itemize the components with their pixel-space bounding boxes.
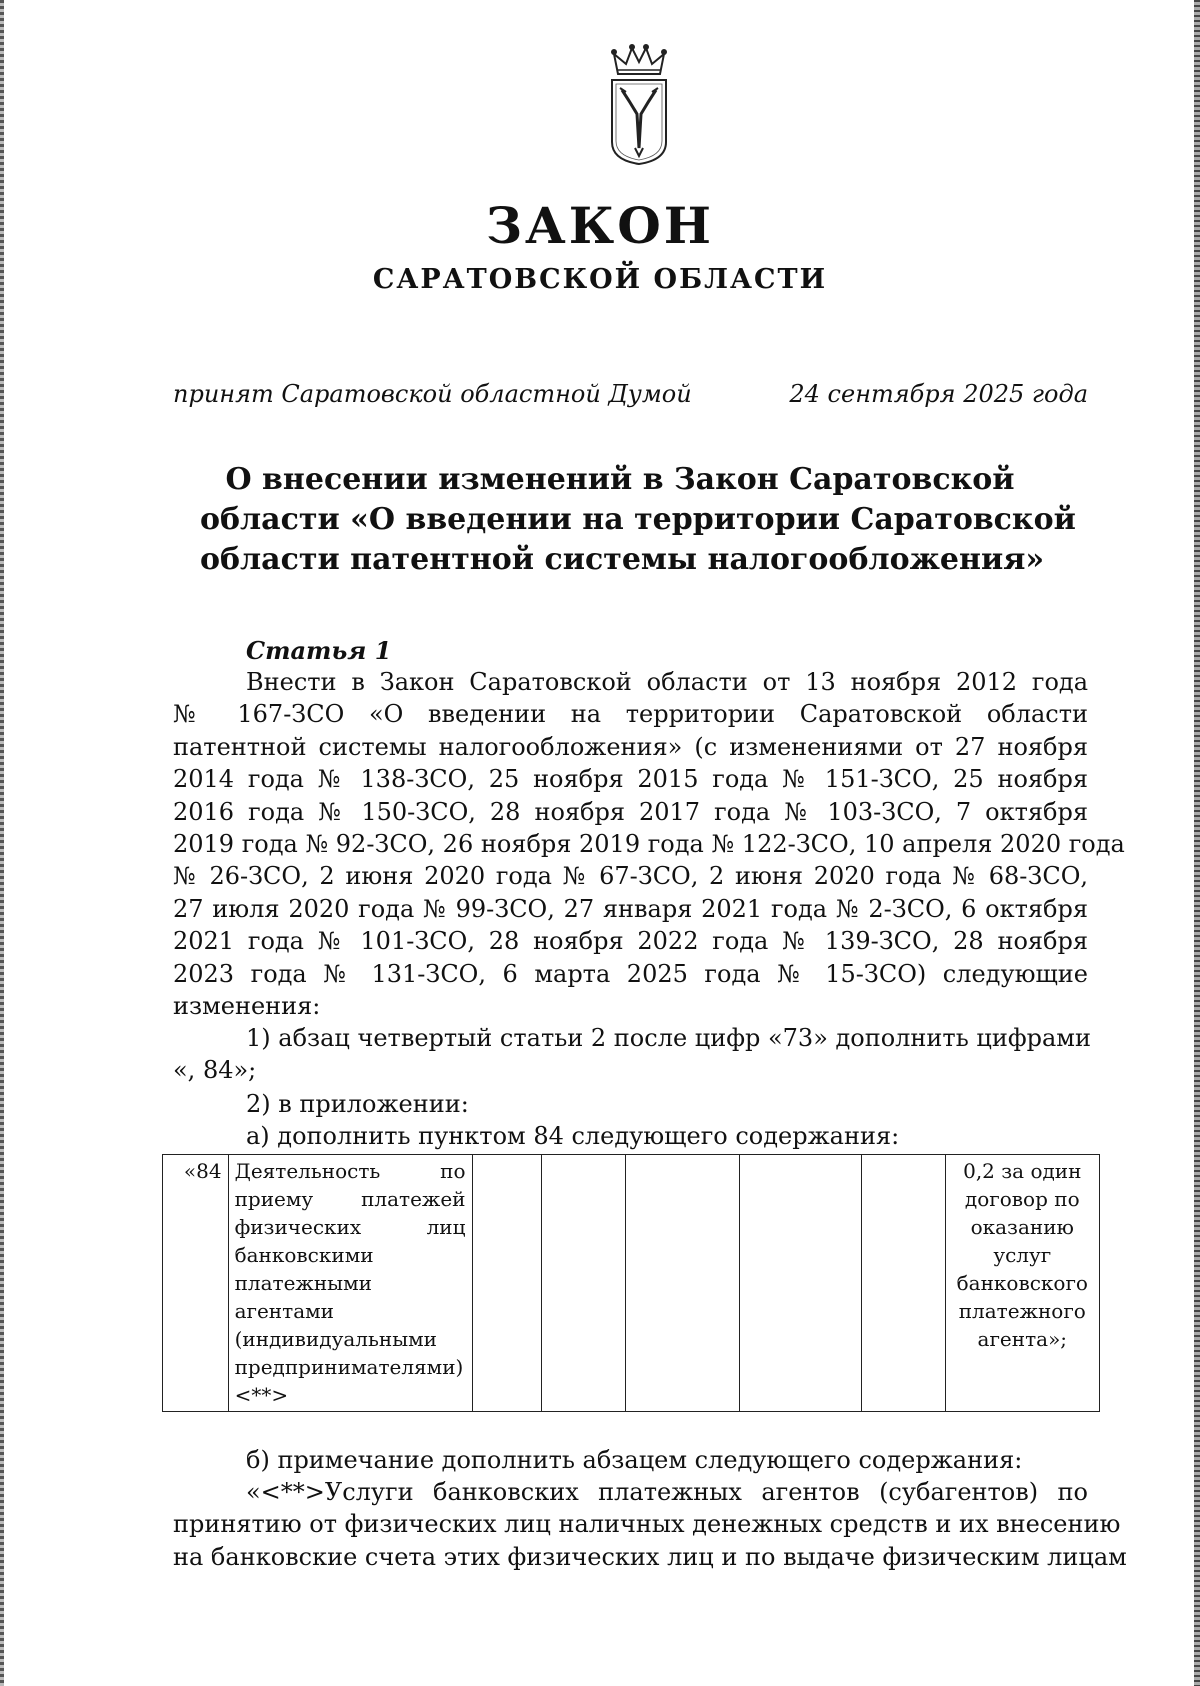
cell-line: услуг [993,1243,1052,1267]
article-intro [173,666,1125,1022]
cell-line: платежными [234,1271,372,1295]
text-line: 2014 года № 138-ЗСО, 25 ноября 2015 года № 151-ЗСО, 25 ноября [173,765,1088,794]
amendment-item-1 [173,1022,1091,1087]
amendment-item-2b: б) примечание дополнить абзацем следующего содержания: [246,1446,1023,1474]
text-line: изменения: [173,991,321,1020]
saratov-coat-of-arms-icon [604,44,674,166]
cell-line: приему платежей [234,1187,466,1211]
cell-line: (индивидуальными [234,1327,437,1351]
table-cell-empty [472,1155,542,1412]
cell-line: договор по [964,1187,1080,1211]
law-name-line: О внесении изменений в Закон Саратовской [225,462,1015,497]
text-line: 2019 года № 92-ЗСО, 26 ноября 2019 года № 122-ЗСО, 10 апреля 2020 года [173,829,1125,858]
table-cell-activity [228,1155,472,1412]
amendment-item-2: 2) в приложении: [246,1090,469,1118]
cell-line: банковскими [234,1243,374,1267]
law-name-line: области «О введении на территории Саратовской [200,502,1076,537]
table-cell-empty [861,1155,945,1412]
text-line: 27 июля 2020 года № 99-ЗСО, 27 января 2021 года № 2-ЗСО, 6 октября [173,894,1088,923]
cell-line: Деятельность по [234,1159,466,1183]
amendment-item-2a: а) дополнить пунктом 84 следующего содержания: [246,1122,900,1150]
cell-line: агента»; [977,1327,1068,1351]
text-line: патентной системы налогообложения» (с изменениями от 27 ноября [173,732,1088,761]
table-cell-rate [945,1155,1099,1412]
document-subtitle: САРАТОВСКОЙ ОБЛАСТИ [372,264,828,295]
article-heading: Статья 1 [246,636,392,665]
cell-line: 0,2 за один [963,1159,1082,1183]
cell-line: предпринимателями) [234,1355,464,1379]
cell-line: платежного [958,1299,1086,1323]
text-line: № 26-ЗСО, 2 июня 2020 года № 67-ЗСО, 2 июня 2020 года № 68-ЗСО, [173,862,1088,891]
text-line: 2021 года № 101-ЗСО, 28 ноября 2022 года № 139-ЗСО, 28 ноября [173,927,1088,956]
text-line: 1) абзац четвертый статьи 2 после цифр «73» дополнить цифрами [246,1024,1091,1052]
amendment-table [162,1154,1100,1412]
text-line: «, 84»; [173,1056,257,1085]
adoption-date: 24 сентября 2025 года [789,380,1088,408]
adoption-body: принят Саратовской областной Думой [173,380,692,408]
table-cell-number: «84 [163,1155,229,1412]
law-name [200,460,1076,580]
text-line: 2023 года № 131-ЗСО, 6 марта 2025 года № 15-ЗСО) следующие [173,959,1088,988]
document-title: ЗАКОН [485,196,715,255]
text-line: 2016 года № 150-ЗСО, 28 ноября 2017 года № 103-ЗСО, 7 октября [173,797,1088,826]
cell-line: <**> [234,1383,289,1407]
table-cell-empty [625,1155,739,1412]
cell-line: агентами [234,1299,335,1323]
law-name-line: области патентной системы налогообложения» [200,542,1045,577]
cell-line: банковского [956,1271,1088,1295]
table-row [163,1155,1100,1412]
text-line: «<**>Услуги банковских платежных агентов (субагентов) по [246,1478,1088,1506]
cell-line: оказанию [970,1215,1074,1239]
text-line: принятию от физических лиц наличных денежных средств и их внесению [173,1510,1121,1539]
text-line: № 167-ЗСО «О введении на территории Саратовской области [173,700,1088,729]
text-line: на банковские счета этих физических лиц и по выдаче физическим лицам [173,1542,1127,1571]
table-cell-empty [542,1155,626,1412]
cell-line: физических лиц [234,1215,466,1239]
note-text [173,1476,1127,1573]
text-line: Внести в Закон Саратовской области от 13 ноября 2012 года [246,668,1088,696]
table-cell-empty [739,1155,861,1412]
